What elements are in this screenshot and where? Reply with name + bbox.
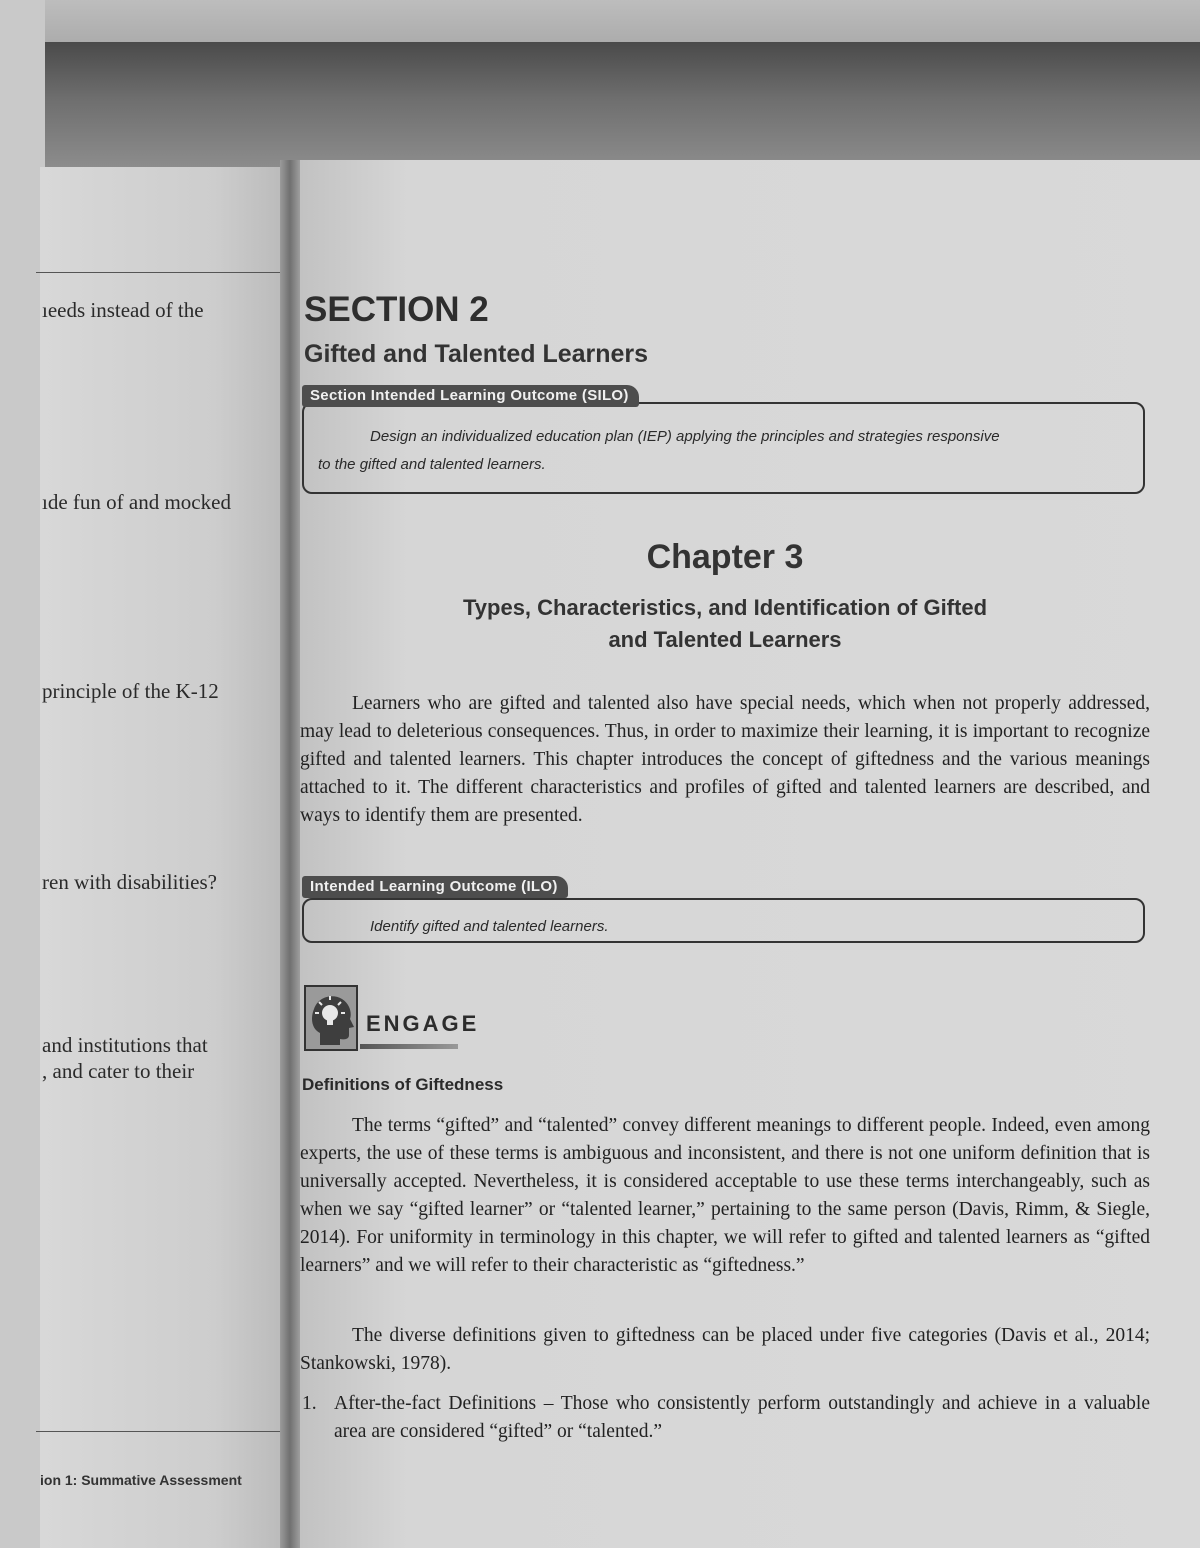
definitions-heading: Definitions of Giftedness (302, 1075, 504, 1094)
left-fragment: ren with disabilities? (42, 870, 217, 894)
engage-underline (360, 1044, 458, 1049)
section-number: SECTION 2 (304, 290, 489, 329)
silo-text: to the gifted and talented learners. (318, 456, 546, 473)
left-page-frame (36, 272, 286, 1432)
left-fragment: , and cater to their (42, 1059, 195, 1083)
list-body (334, 1390, 1150, 1446)
list-term: After-the-fact Definitions (334, 1393, 537, 1414)
silo-box (302, 402, 1145, 494)
ilo-text: Identify gifted and talented learners. (370, 918, 609, 935)
silo-label: Section Intended Learning Outcome (SILO) (302, 385, 639, 407)
engage-label: ENGAGE (366, 1011, 480, 1036)
book-spine (280, 160, 302, 1548)
chapter-title-line: and Talented Learners (608, 627, 842, 652)
silo-text: Design an individualized education plan (IEP) applying the principles and strategies responsive (370, 428, 1000, 445)
left-fragment: principle of the K-12 (42, 679, 219, 703)
list-number: 1. (302, 1393, 317, 1414)
left-fragment: ıde fun of and mocked (42, 490, 231, 514)
list-item (300, 1390, 1150, 1446)
chapter-intro: Learners who are gifted and talented also have special needs, which when not properly addressed, may lead to deleterious consequences. Thus, in order to maximize their learning, it is important to recognize gifted and talented learners. This chapter introduces the concept of giftedness and the various meanings attached to it. The different characteristics and profiles of gifted and talented learners are described, and ways to identify them are presented. (300, 693, 1150, 826)
chapter-title-line: Types, Characteristics, and Identification of Gifted (462, 595, 988, 620)
ilo-label: Intended Learning Outcome (ILO) (302, 876, 568, 898)
chapter-title (300, 592, 1150, 656)
left-page-footer: ion 1: Summative Assessment (40, 1472, 242, 1488)
left-fragment: ıeeds instead of the (42, 298, 204, 322)
left-fragment: and institutions that (42, 1033, 208, 1057)
definitions-paragraph: The diverse definitions given to giftedness can be placed under five categories (Davis et al., 2014; Stankowski, 1978). (300, 1325, 1150, 1374)
list-text: – Those who consistently perform outstandingly and achieve in a valuable area are considered “gifted” or “talented.” (334, 1393, 1150, 1442)
section-title: Gifted and Talented Learners (304, 340, 649, 368)
head-lightbulb-icon (304, 985, 358, 1051)
chapter-label: Chapter 3 (646, 538, 804, 576)
definitions-paragraph: The terms “gifted” and “talented” convey different meanings to different people. Indeed, even among experts, the use of these terms is ambiguous and inconsistent, and there is not one uniform definition that is universally accepted. Nevertheless, it is considered acceptable to use these terms interchangeably, such as when we say “gifted learner” or “talented learner,” pertaining to the same person (Davis, Rimm, & Siegle, 2014). For uniformity in terminology in this chapter, we will refer to gifted and talented learners as “gifted learners” and we will refer to their characteristic as “giftedness.” (300, 1115, 1150, 1276)
scan-shadow-band (45, 42, 1200, 167)
